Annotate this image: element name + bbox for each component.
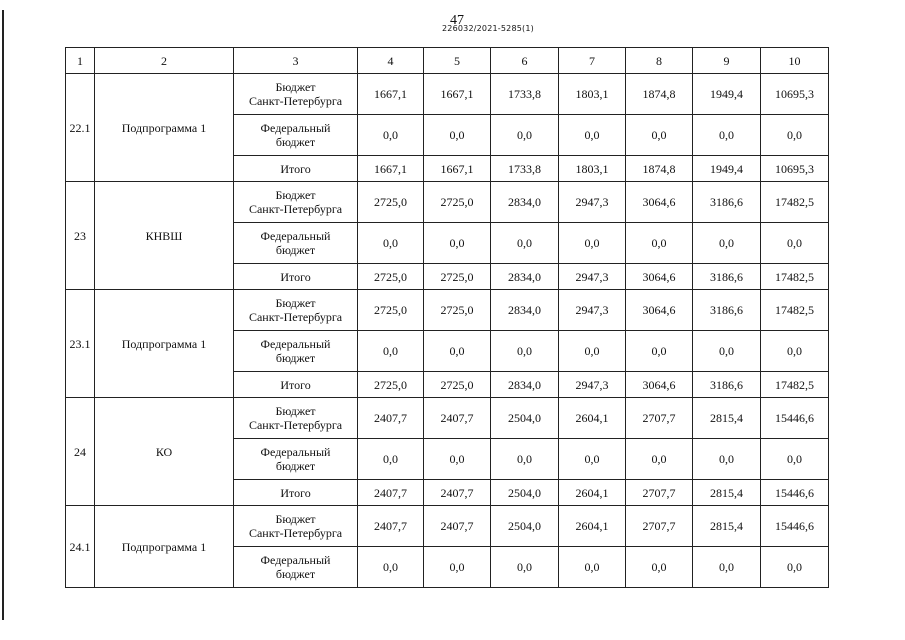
- value-cell: 10695,3: [761, 74, 829, 115]
- value-cell: 2725,0: [358, 264, 424, 290]
- column-header-5: 5: [424, 48, 491, 74]
- value-cell: 1874,8: [626, 74, 693, 115]
- value-cell: 2504,0: [491, 506, 559, 547]
- value-cell: 0,0: [761, 331, 829, 372]
- value-cell: 2947,3: [559, 182, 626, 223]
- value-cell: 2947,3: [559, 372, 626, 398]
- value-cell: 3186,6: [693, 182, 761, 223]
- value-cell: 0,0: [626, 547, 693, 588]
- value-cell: 2834,0: [491, 290, 559, 331]
- value-cell: 2947,3: [559, 264, 626, 290]
- row-number: 24.1: [66, 506, 95, 588]
- funding-source: Федеральный бюджет: [234, 547, 358, 588]
- value-cell: 1874,8: [626, 156, 693, 182]
- value-cell: 0,0: [559, 547, 626, 588]
- value-cell: 0,0: [358, 223, 424, 264]
- value-cell: 3186,6: [693, 264, 761, 290]
- value-cell: 2407,7: [424, 398, 491, 439]
- value-cell: 10695,3: [761, 156, 829, 182]
- value-cell: 2604,1: [559, 506, 626, 547]
- value-cell: 1733,8: [491, 74, 559, 115]
- value-cell: 0,0: [491, 115, 559, 156]
- value-cell: 0,0: [491, 331, 559, 372]
- value-cell: 2604,1: [559, 480, 626, 506]
- value-cell: 0,0: [424, 115, 491, 156]
- value-cell: 2834,0: [491, 182, 559, 223]
- funding-source: Бюджет Санкт-Петербурга: [234, 398, 358, 439]
- value-cell: 2815,4: [693, 398, 761, 439]
- value-cell: 0,0: [358, 547, 424, 588]
- value-cell: 3186,6: [693, 372, 761, 398]
- value-cell: 0,0: [761, 547, 829, 588]
- value-cell: 3064,6: [626, 372, 693, 398]
- funding-source: Бюджет Санкт-Петербурга: [234, 74, 358, 115]
- value-cell: 17482,5: [761, 182, 829, 223]
- value-cell: 0,0: [559, 115, 626, 156]
- table-row: [66, 398, 829, 439]
- column-header-9: 9: [693, 48, 761, 74]
- funding-source: Федеральный бюджет: [234, 223, 358, 264]
- value-cell: 17482,5: [761, 290, 829, 331]
- value-cell: 0,0: [693, 115, 761, 156]
- value-cell: 0,0: [559, 223, 626, 264]
- document-id: 226032/2021-5285(1): [442, 24, 534, 33]
- value-cell: 2725,0: [424, 182, 491, 223]
- value-cell: 0,0: [626, 115, 693, 156]
- value-cell: 0,0: [761, 223, 829, 264]
- table-row: [66, 290, 829, 331]
- value-cell: 15446,6: [761, 506, 829, 547]
- table-row: [66, 74, 829, 115]
- column-header-7: 7: [559, 48, 626, 74]
- value-cell: 0,0: [693, 331, 761, 372]
- scan-edge-line: [2, 10, 4, 620]
- column-header-1: 1: [66, 48, 95, 74]
- value-cell: 2834,0: [491, 372, 559, 398]
- program-name: Подпрограмма 1: [95, 74, 234, 182]
- header-row: [66, 48, 829, 74]
- value-cell: 2725,0: [424, 290, 491, 331]
- column-header-4: 4: [358, 48, 424, 74]
- value-cell: 3064,6: [626, 264, 693, 290]
- value-cell: 2707,7: [626, 398, 693, 439]
- value-cell: 0,0: [424, 547, 491, 588]
- value-cell: 3064,6: [626, 182, 693, 223]
- value-cell: 0,0: [693, 547, 761, 588]
- value-cell: 1803,1: [559, 74, 626, 115]
- value-cell: 0,0: [693, 439, 761, 480]
- program-name: КО: [95, 398, 234, 506]
- value-cell: 1667,1: [424, 74, 491, 115]
- value-cell: 1803,1: [559, 156, 626, 182]
- value-cell: 2407,7: [424, 480, 491, 506]
- value-cell: 2815,4: [693, 480, 761, 506]
- value-cell: 15446,6: [761, 398, 829, 439]
- value-cell: 2407,7: [358, 398, 424, 439]
- funding-source: Федеральный бюджет: [234, 115, 358, 156]
- value-cell: 3064,6: [626, 290, 693, 331]
- budget-table: [65, 47, 829, 588]
- value-cell: 0,0: [491, 439, 559, 480]
- value-cell: 2707,7: [626, 506, 693, 547]
- value-cell: 2947,3: [559, 290, 626, 331]
- value-cell: 0,0: [626, 439, 693, 480]
- value-cell: 0,0: [761, 115, 829, 156]
- column-header-3: 3: [234, 48, 358, 74]
- value-cell: 0,0: [358, 115, 424, 156]
- funding-source: Итого: [234, 372, 358, 398]
- value-cell: 2407,7: [424, 506, 491, 547]
- value-cell: 3186,6: [693, 290, 761, 331]
- table-row: [66, 182, 829, 223]
- value-cell: 17482,5: [761, 264, 829, 290]
- value-cell: 0,0: [424, 331, 491, 372]
- row-number: 23: [66, 182, 95, 290]
- value-cell: 2725,0: [358, 372, 424, 398]
- program-name: Подпрограмма 1: [95, 290, 234, 398]
- funding-source: Итого: [234, 480, 358, 506]
- value-cell: 1949,4: [693, 156, 761, 182]
- value-cell: 0,0: [358, 331, 424, 372]
- table-row: [66, 506, 829, 547]
- column-header-6: 6: [491, 48, 559, 74]
- value-cell: 0,0: [424, 223, 491, 264]
- funding-source: Федеральный бюджет: [234, 331, 358, 372]
- value-cell: 17482,5: [761, 372, 829, 398]
- program-name: Подпрограмма 1: [95, 506, 234, 588]
- value-cell: 2604,1: [559, 398, 626, 439]
- program-name: КНВШ: [95, 182, 234, 290]
- value-cell: 2707,7: [626, 480, 693, 506]
- value-cell: 2725,0: [424, 372, 491, 398]
- value-cell: 1667,1: [424, 156, 491, 182]
- value-cell: 0,0: [626, 331, 693, 372]
- column-header-2: 2: [95, 48, 234, 74]
- value-cell: 0,0: [761, 439, 829, 480]
- value-cell: 1667,1: [358, 74, 424, 115]
- value-cell: 1949,4: [693, 74, 761, 115]
- funding-source: Итого: [234, 264, 358, 290]
- value-cell: 0,0: [559, 331, 626, 372]
- value-cell: 2407,7: [358, 480, 424, 506]
- value-cell: 2815,4: [693, 506, 761, 547]
- funding-source: Бюджет Санкт-Петербурга: [234, 182, 358, 223]
- row-number: 24: [66, 398, 95, 506]
- funding-source: Бюджет Санкт-Петербурга: [234, 290, 358, 331]
- row-number: 22.1: [66, 74, 95, 182]
- page-number: 47: [450, 13, 464, 28]
- value-cell: 0,0: [358, 439, 424, 480]
- value-cell: 0,0: [424, 439, 491, 480]
- value-cell: 2834,0: [491, 264, 559, 290]
- value-cell: 0,0: [693, 223, 761, 264]
- value-cell: 15446,6: [761, 480, 829, 506]
- value-cell: 1733,8: [491, 156, 559, 182]
- funding-source: Федеральный бюджет: [234, 439, 358, 480]
- funding-source: Бюджет Санкт-Петербурга: [234, 506, 358, 547]
- value-cell: 2407,7: [358, 506, 424, 547]
- value-cell: 0,0: [491, 223, 559, 264]
- value-cell: 0,0: [559, 439, 626, 480]
- column-header-8: 8: [626, 48, 693, 74]
- value-cell: 2725,0: [358, 182, 424, 223]
- value-cell: 0,0: [491, 547, 559, 588]
- value-cell: 2725,0: [358, 290, 424, 331]
- funding-source: Итого: [234, 156, 358, 182]
- value-cell: 2504,0: [491, 398, 559, 439]
- column-header-10: 10: [761, 48, 829, 74]
- value-cell: 1667,1: [358, 156, 424, 182]
- value-cell: 2725,0: [424, 264, 491, 290]
- value-cell: 0,0: [626, 223, 693, 264]
- value-cell: 2504,0: [491, 480, 559, 506]
- row-number: 23.1: [66, 290, 95, 398]
